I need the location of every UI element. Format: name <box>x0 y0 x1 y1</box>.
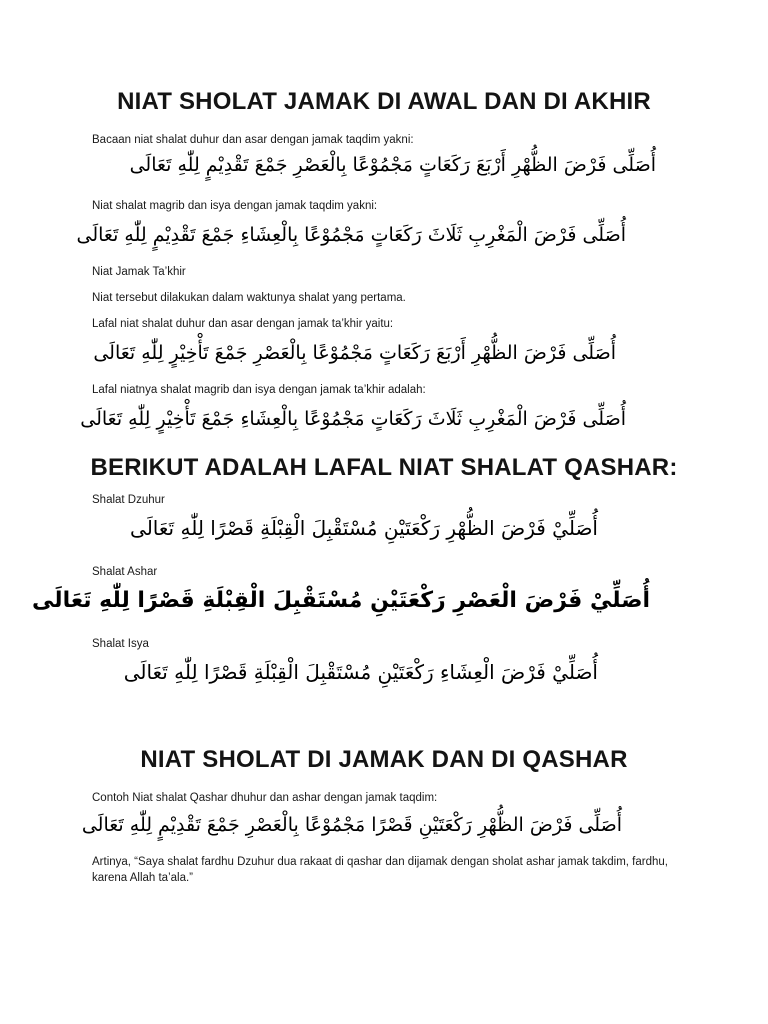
arabic-taqdim-magrib: أُصَلِّى فَرْضَ الْمَغْرِبِ ثَلَاثَ رَكَعَاتٍ مَجْمُوْعًا بِالْعِشَاءِ جَمْعَ تَقْدِيْمٍ لِلّٰهِ تَعَالَى <box>76 224 626 246</box>
arabic-taqdim-duhur: أُصَلِّى فَرْضَ الظُّهْرِ أَرْبَعَ رَكَعَاتٍ مَجْمُوْعًا بِالْعَصْرِ جَمْعَ تَقْدِيْمٍ لِلّٰهِ تَعَالَى <box>129 154 656 176</box>
label-shalat-isya: Shalat Isya <box>92 638 149 650</box>
arabic-qashar-ashar: أُصَلِّيْ فَرْضَ الْعَصْرِ رَكْعَتَيْنِ مُسْتَقْبِلَ الْقِبْلَةِ قَصْرًا لِلّٰهِ تَعَالَى <box>32 588 650 613</box>
intro-takhir-magrib: Lafal niatnya shalat magrib dan isya dengan jamak ta’khir adalah: <box>92 384 426 396</box>
heading-jamak: NIAT SHOLAT JAMAK DI AWAL DAN DI AKHIR <box>117 88 651 115</box>
intro-jamak-qashar: Contoh Niat shalat Qashar dhuhur dan ashar dengan jamak taqdim: <box>92 792 438 804</box>
arabic-jamak-qashar: أُصَلِّى فَرْضَ الظُّهْرِ رَكْعَتَيْنِ قَصْرًا مَجْمُوْعًا بِالْعَصْرِ جَمْعَ تَقْدِيْمٍ لِلّٰهِ تَعَالَى <box>81 814 622 836</box>
arabic-takhir-duhur: أُصَلِّى فَرْضَ الظُّهْرِ أَرْبَعَ رَكَعَاتٍ مَجْمُوْعًا بِالْعَصْرِ جَمْعَ تَأْخِيْرٍ لِلّٰهِ تَعَالَى <box>93 342 616 364</box>
takhir-title: Niat Jamak Ta’khir <box>92 266 186 278</box>
heading-jamak-qashar: NIAT SHOLAT DI JAMAK DAN DI QASHAR <box>140 746 628 773</box>
label-shalat-dzuhur: Shalat Dzuhur <box>92 494 165 506</box>
intro-taqdim-duhur: Bacaan niat shalat duhur dan asar dengan jamak taqdim yakni: <box>92 134 414 146</box>
arabic-qashar-isya: أُصَلِّيْ فَرْضَ الْعِشَاءِ رَكْعَتَيْنِ مُسْتَقْبِلَ الْقِبْلَةِ قَصْرًا لِلّٰهِ تَعَالَى <box>123 660 598 684</box>
takhir-description: Niat tersebut dilakukan dalam waktunya shalat yang pertama. <box>92 292 406 304</box>
arabic-qashar-dzuhur: أُصَلِّيْ فَرْضَ الظُّهْرِ رَكْعَتَيْنِ مُسْتَقْبِلَ الْقِبْلَةِ قَصْرًا لِلّٰهِ تَعَالَى <box>130 516 598 540</box>
label-shalat-ashar: Shalat Ashar <box>92 566 158 578</box>
heading-qashar: BERIKUT ADALAH LAFAL NIAT SHALAT QASHAR: <box>90 454 678 481</box>
intro-takhir-duhur: Lafal niat shalat duhur dan asar dengan jamak ta’khir yaitu: <box>92 318 394 330</box>
arabic-takhir-magrib: أُصَلِّى فَرْضَ الْمَغْرِبِ ثَلَاثَ رَكَعَاتٍ مَجْمُوْعًا بِالْعِشَاءِ جَمْعَ تَأْخِيْرٍ لِلّٰهِ تَعَالَى <box>80 408 626 430</box>
intro-taqdim-magrib: Niat shalat magrib dan isya dengan jamak taqdim yakni: <box>92 200 378 212</box>
translation-text: Artinya, “Saya shalat fardhu Dzuhur dua rakaat di qashar dan dijamak dengan sholat ashar jamak takdim, fardhu, karena Allah ta’ala.” <box>92 856 668 884</box>
